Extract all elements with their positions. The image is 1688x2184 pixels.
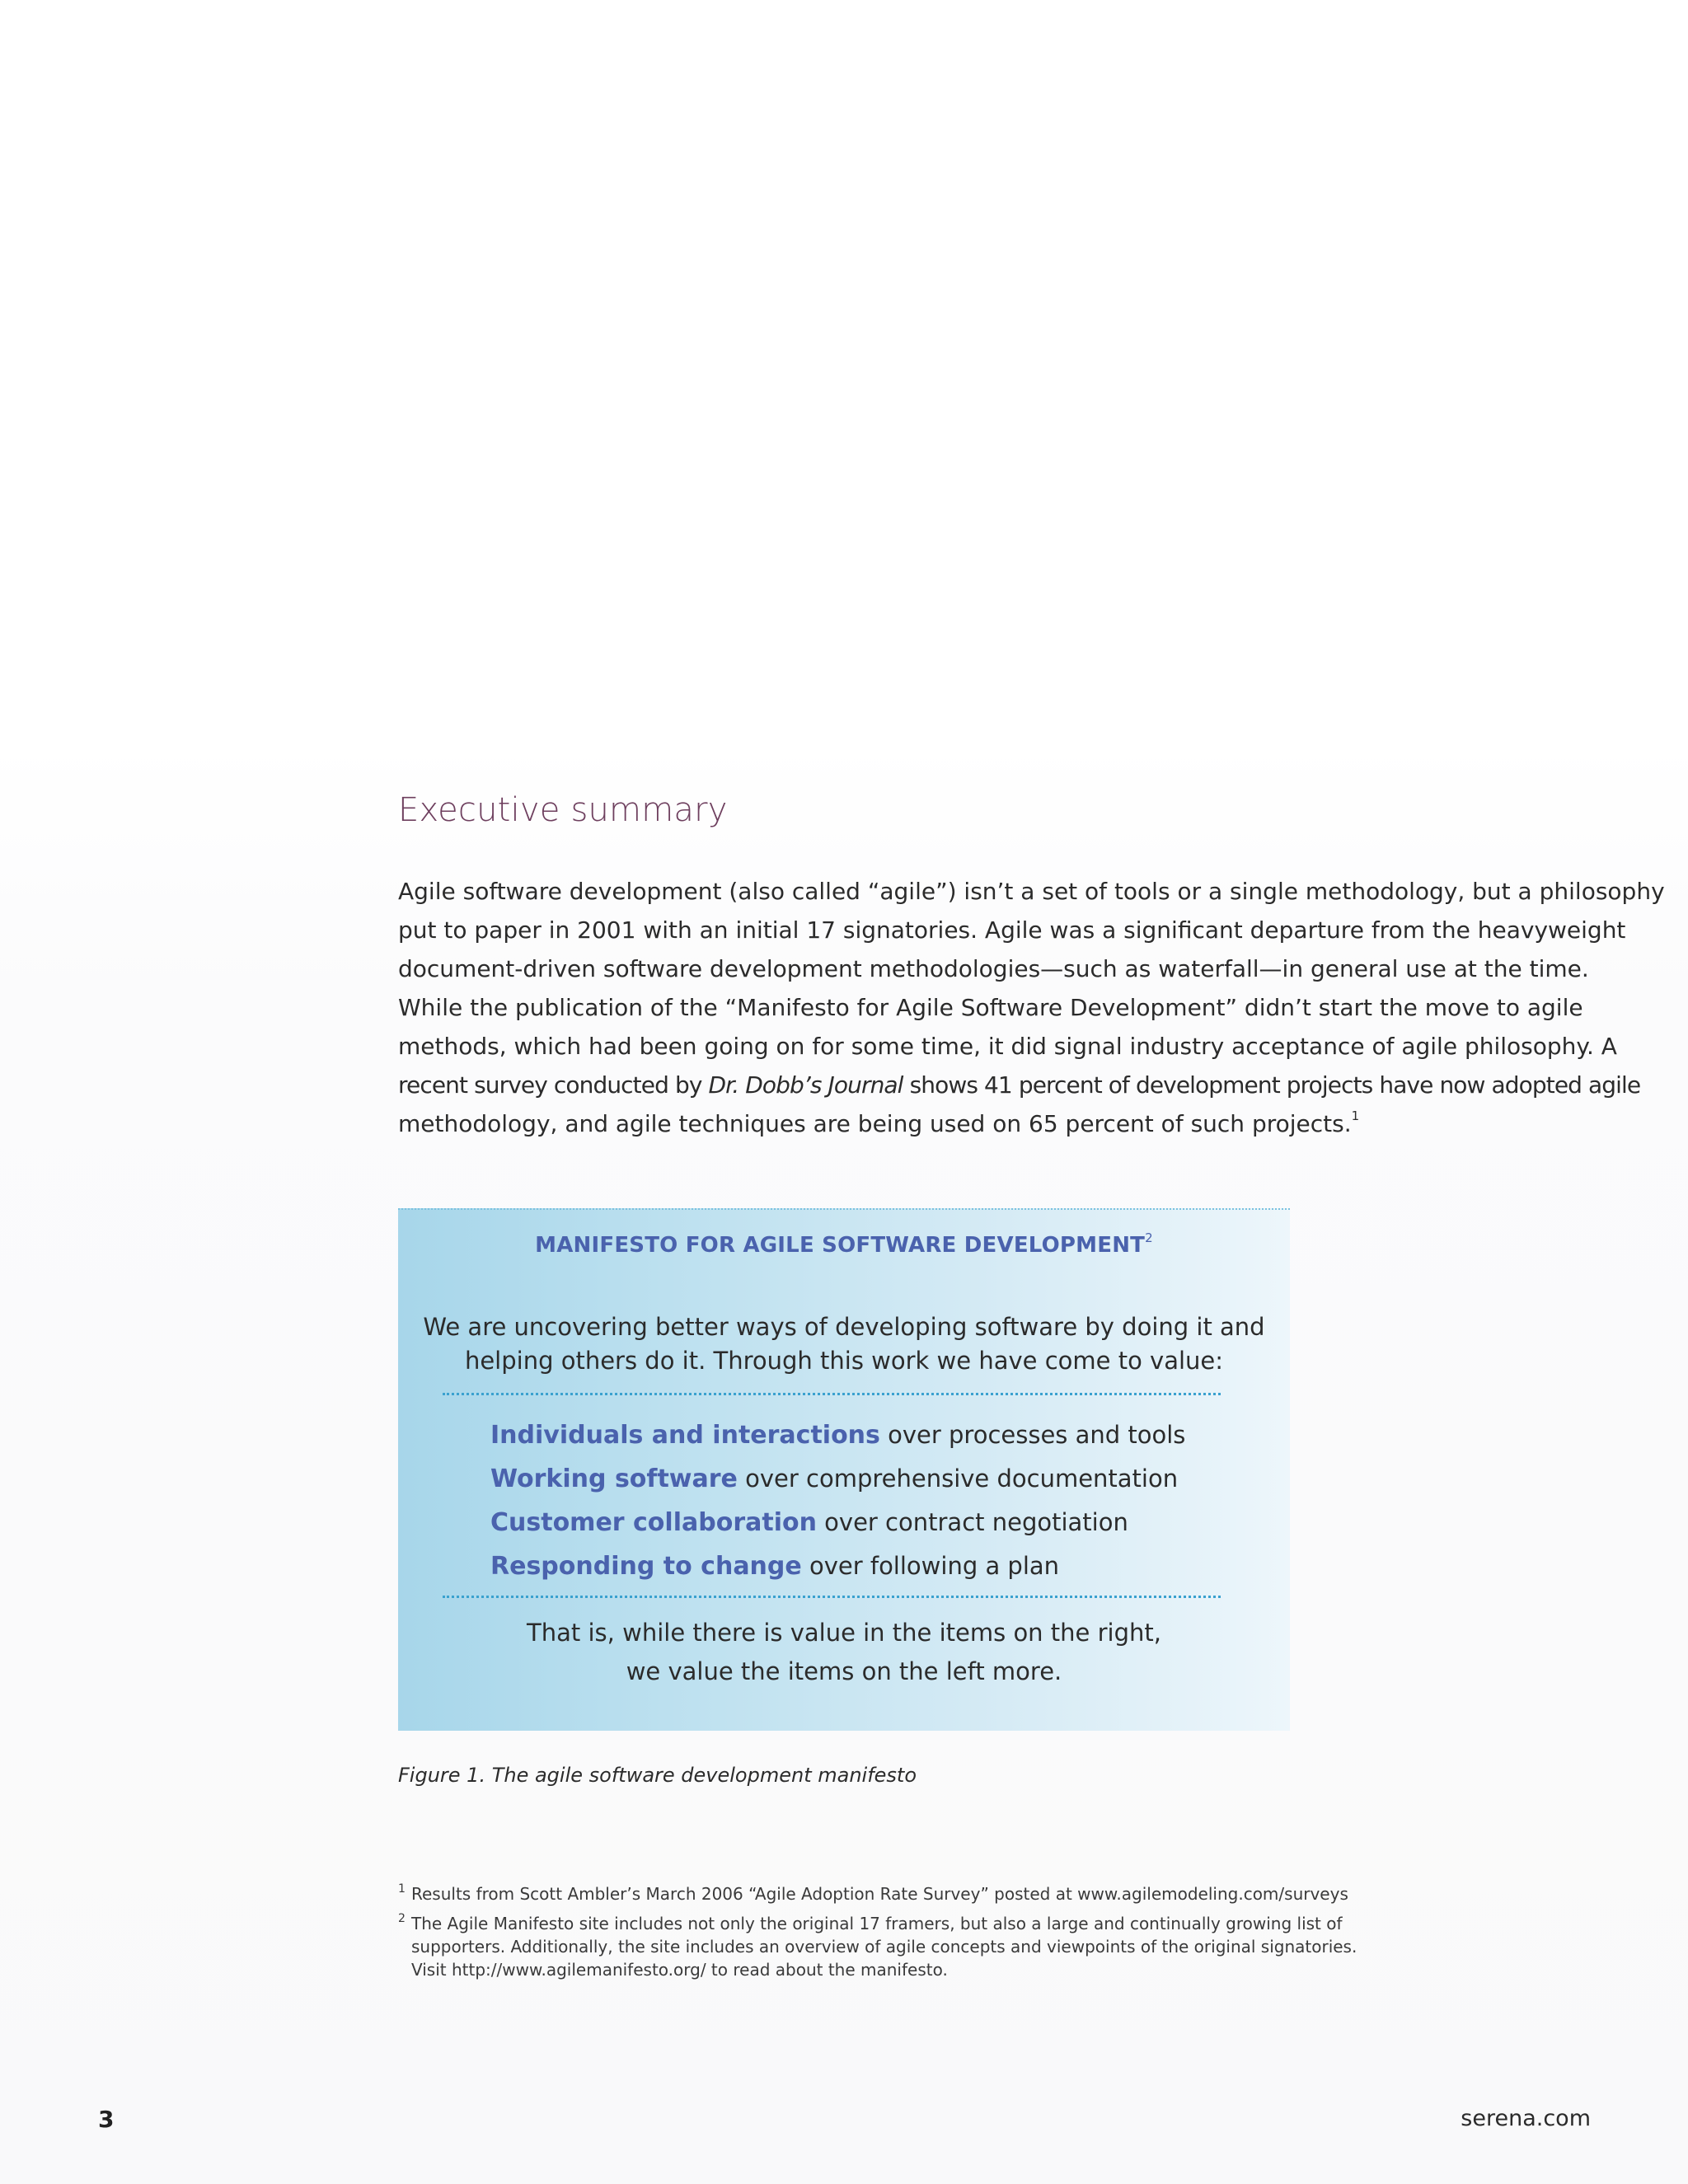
value-strong: Responding to change: [490, 1552, 802, 1581]
journal-title: Dr. Dobb’s Journal: [708, 1071, 903, 1099]
intro-line-6-end: shows 41 percent of development projects have now adopted agile: [903, 1071, 1641, 1099]
manifesto-box: [398, 1208, 1290, 1731]
footnote-text: [411, 1882, 1387, 1905]
footnote-ref-1: 1: [1351, 1108, 1360, 1123]
value-rest: over contract negotiation: [816, 1508, 1128, 1536]
manifesto-intro-line-2: helping others do it. Through this work we have come to value:: [464, 1347, 1224, 1375]
value-item-customer-collaboration: [490, 1501, 1185, 1544]
footer-site-url: serena.com: [1461, 2106, 1591, 2131]
value-rest: over following a plan: [801, 1552, 1060, 1580]
footnote-2-line-3: Visit http://www.agilemanifesto.org/ to read about the manifesto.: [411, 1960, 948, 1980]
footnote-1-line-1: Results from Scott Ambler’s March 2006 “Agile Adoption Rate Survey” posted at www.agilemodeling.com/surveys: [411, 1884, 1348, 1904]
intro-line-7: [398, 1104, 1610, 1143]
value-strong: Individuals and interactions: [490, 1421, 880, 1450]
manifesto-title-text: MANIFESTO FOR AGILE SOFTWARE DEVELOPMENT: [535, 1233, 1146, 1258]
footnote-1: [398, 1882, 1387, 1905]
footnote-2-line-2: supporters. Additionally, the site includes an overview of agile concepts and viewpoints of the original signatories.: [411, 1937, 1357, 1957]
intro-line-1: Agile software development (also called “agile”) isn’t a set of tools or a single methodology, but a philosophy: [398, 878, 1665, 905]
section-title: Executive summary: [398, 791, 728, 829]
footnote-number: 1: [398, 1882, 406, 1896]
manifesto-closing-line-1: That is, while there is value in the items on the right,: [527, 1619, 1161, 1647]
intro-line-6-start: recent survey conducted by: [398, 1071, 709, 1099]
value-strong: Working software: [490, 1465, 738, 1493]
manifesto-closing-line-2: we value the items on the left more.: [626, 1657, 1062, 1685]
page-number: 3: [98, 2106, 115, 2133]
intro-line-6: [398, 1066, 1641, 1104]
intro-line-5: methods, which had been going on for some time, it did signal industry acceptance of agile philosophy. A: [398, 1033, 1617, 1060]
intro-line-7-text: methodology, and agile techniques are being used on 65 percent of such projects.: [398, 1110, 1352, 1137]
footnote-2: [398, 1912, 1387, 1981]
value-item-responding-to-change: [490, 1544, 1185, 1588]
manifesto-values-list: [490, 1413, 1185, 1588]
footnote-ref-2: 2: [1145, 1230, 1153, 1245]
value-strong: Customer collaboration: [490, 1508, 817, 1537]
value-rest: over comprehensive documentation: [737, 1465, 1179, 1493]
intro-line-2: put to paper in 2001 with an initial 17 signatories. Agile was a significant departure from the heavyweight: [398, 916, 1626, 944]
manifesto-title: [398, 1230, 1290, 1258]
intro-paragraph: [398, 872, 1665, 1143]
figure-caption: Figure 1. The agile software development manifesto: [398, 1764, 917, 1787]
footnote-text: [411, 1912, 1387, 1981]
manifesto-intro-line-1: We are uncovering better ways of developing software by doing it and: [423, 1313, 1265, 1341]
manifesto-closing: [398, 1614, 1290, 1691]
value-item-working-software: [490, 1457, 1185, 1501]
footnotes: [398, 1882, 1387, 1988]
bottom-dotted-divider: [443, 1596, 1221, 1598]
footnote-number: 2: [398, 1912, 406, 1925]
footnote-2-line-1: The Agile Manifesto site includes not only the original 17 framers, but also a large and continually growing list of: [411, 1914, 1343, 1933]
intro-line-3: document-driven software development methodologies—such as waterfall—in general use at the time.: [398, 955, 1589, 982]
top-dotted-divider: [443, 1393, 1221, 1395]
intro-line-4: While the publication of the “Manifesto for Agile Software Development” didn’t start the move to agile: [398, 994, 1583, 1021]
value-rest: over processes and tools: [879, 1421, 1186, 1449]
manifesto-intro: [398, 1310, 1290, 1378]
value-item-individuals: [490, 1413, 1185, 1457]
